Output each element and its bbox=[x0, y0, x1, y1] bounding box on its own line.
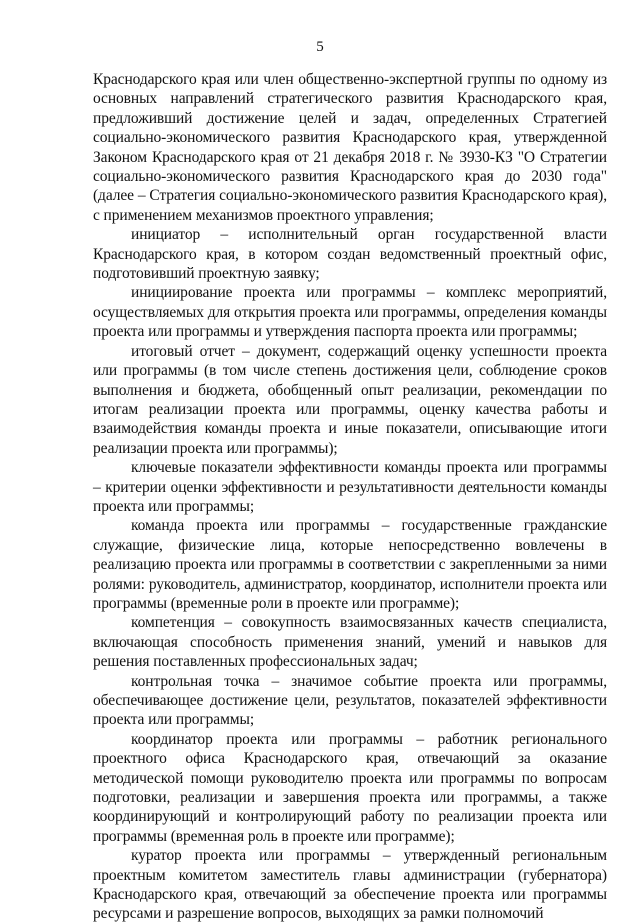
paragraph-project-team: команда проекта или программы – государственные гражданские служащие, физические лица, которые непосредственно вовлечены в реализацию проекта или программы в соответствии с закрепленными за ними ролями: руководитель, администратор, координатор, исполнители проекта или программы (временные роли в проекте или программе); bbox=[93, 517, 607, 612]
paragraph-curator: куратор проекта или программы – утвержденный региональным проектным комитетом заместитель главы администрации (губернатора) Краснодарского края, отвечающий за обеспечение проекта или программы ресурсами и разрешение вопросов, выходящих за рамки полномочий bbox=[93, 847, 607, 923]
paragraph-initiation: инициирование проекта или программы – комплекс мероприятий, осуществляемых для открытия проекта или программы, определения команды проекта или программы и утверждения паспорта проекта или программы; bbox=[93, 284, 607, 341]
paragraph-coordinator: координатор проекта или программы – работник регионального проектного офиса Краснодарского края, отвечающий за оказание методической помощи руководителю проекта или программы по вопросам подготовки, реализации и завершения проекта или программы, а также координирующий и контролирующий работу по реализации проекта или программы (временная роль в проекте или программе); bbox=[93, 730, 607, 845]
paragraph-intro-continuation: Краснодарского края или член общественно-экспертной группы по одному из основных направлений стратегического развития Краснодарского края, предложивший достижение целей и задач, определенных Стратегией социально-экономического развития Краснодарского края, утвержденной Законом Краснодарского края от 21 декабря 2018 г. № 3930-КЗ "О Стратегии социально-экономического развития Краснодарского края до 2030 года" (далее – Стратегия социально-экономического развития Краснодарского края), с применением механизмов проектного управления; bbox=[93, 71, 607, 224]
paragraph-key-indicators: ключевые показатели эффективности команды проекта или программы – критерии оценки эффективности и результативности деятельности команды проекта или программы; bbox=[93, 459, 607, 515]
paragraph-initiator: инициатор – исполнительный орган государственной власти Краснодарского края, в котором создан ведомственный проектный офис, подготовивший проектную заявку; bbox=[93, 226, 607, 283]
paragraph-control-point: контрольная точка – значимое событие проекта или программы, обеспечивающее достижение цели, результатов, показателей эффективности проекта или программы; bbox=[93, 672, 607, 729]
document-body bbox=[93, 70, 607, 924]
page-number: 5 bbox=[316, 39, 324, 55]
paragraph-competence: компетенция – совокупность взаимосвязанных качеств специалиста, включающая способность применения знаний, умений и навыков для решения поставленных профессиональных задач; bbox=[93, 614, 607, 671]
paragraph-final-report: итоговый отчет – документ, содержащий оценку успешности проекта или программы (в том числе степень достижения цели, соблюдение сроков выполнения и бюджета, обобщенный опыт реализации, рекомендации по итогам реализации проекта или программы, оценку качества работы и взаимодействия команды проекта и иные показатели, описывающие итоги реализации проекта или программы); bbox=[93, 342, 607, 457]
